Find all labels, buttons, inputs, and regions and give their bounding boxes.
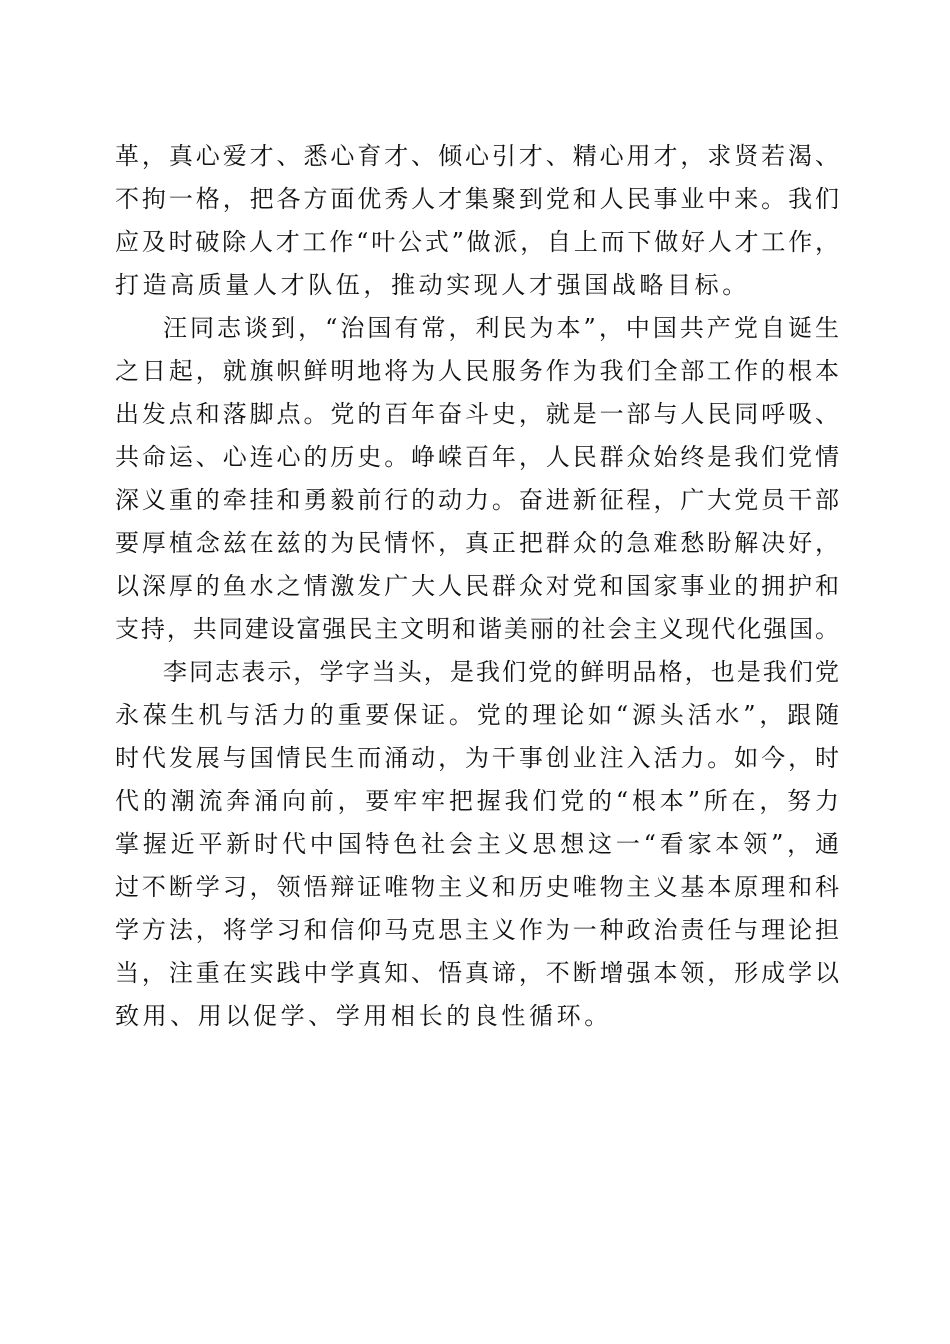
text-line: 以深厚的鱼水之情激发广大人民群众对党和国家事业的拥护和 [115, 572, 839, 600]
document-body [115, 135, 839, 1038]
text-line: 时代发展与国情民生而涌动，为干事创业注入活力。如今，时 [115, 744, 839, 772]
text-line: 代的潮流奔涌向前，要牢牢把握我们党的“根本”所在，努力 [115, 787, 839, 815]
text-line: 支持，共同建设富强民主文明和谐美丽的社会主义现代化强国。 [115, 615, 839, 643]
paragraph-2 [115, 307, 839, 651]
text-line: 永葆生机与活力的重要保证。党的理论如“源头活水”，跟随 [115, 701, 839, 729]
paragraph-1 [115, 135, 839, 307]
text-line: 不拘一格，把各方面优秀人才集聚到党和人民事业中来。我们 [115, 185, 839, 213]
text-line: 共命运、心连心的历史。峥嵘百年，人民群众始终是我们党情 [115, 443, 839, 471]
text-line: 要厚植念兹在兹的为民情怀，真正把群众的急难愁盼解决好， [115, 529, 839, 557]
text-line: 出发点和落脚点。党的百年奋斗史，就是一部与人民同呼吸、 [115, 400, 839, 428]
text-line: 致用、用以促学、学用相长的良性循环。 [115, 1002, 612, 1030]
text-line: 深义重的牵挂和勇毅前行的动力。奋进新征程，广大党员干部 [115, 486, 839, 514]
text-line: 打造高质量人才队伍，推动实现人才强国战略目标。 [115, 271, 750, 299]
text-line: 学方法，将学习和信仰马克思主义作为一种政治责任与理论担 [115, 916, 839, 944]
text-line: 应及时破除人才工作“叶公式”做派，自上而下做好人才工作， [115, 228, 839, 256]
text-line: 掌握近平新时代中国特色社会主义思想这一“看家本领”，通 [115, 830, 839, 858]
paragraph-3 [115, 651, 839, 1038]
text-line: 当，注重在实践中学真知、悟真谛，不断增强本领，形成学以 [115, 959, 839, 987]
text-line: 革，真心爱才、悉心育才、倾心引才、精心用才，求贤若渴、 [115, 142, 839, 170]
text-line: 汪同志谈到，“治国有常，利民为本”，中国共产党自诞生 [163, 314, 839, 342]
text-line: 李同志表示，学字当头，是我们党的鲜明品格，也是我们党 [163, 658, 839, 686]
text-line: 过不断学习，领悟辩证唯物主义和历史唯物主义基本原理和科 [115, 873, 839, 901]
text-line: 之日起，就旗帜鲜明地将为人民服务作为我们全部工作的根本 [115, 357, 839, 385]
